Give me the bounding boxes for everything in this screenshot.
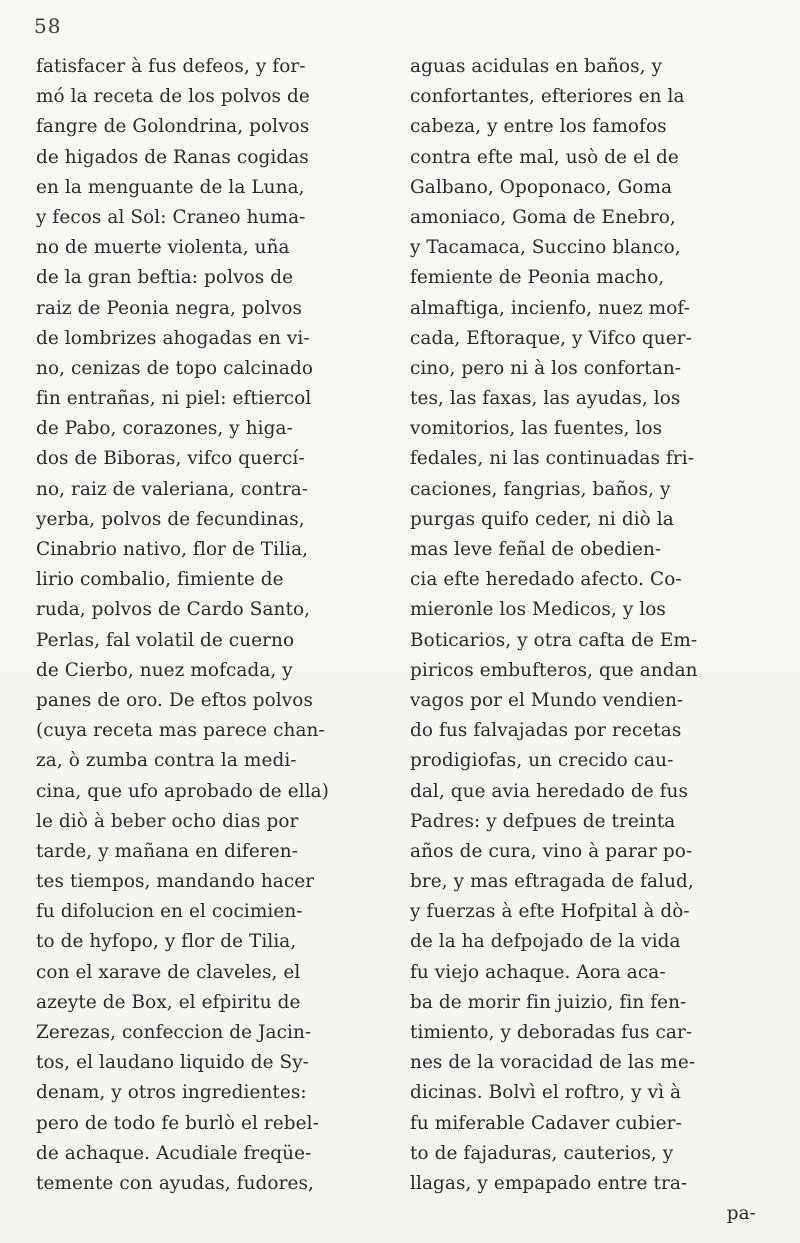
text-line: cino, pero ni à los confortan- — [410, 357, 682, 379]
text-line: tarde, y mañana en diferen- — [36, 840, 298, 862]
text-line: za, ò zumba contra la medi- — [36, 750, 297, 772]
text-line: mas leve feñal de obedien- — [410, 539, 662, 560]
text-line: de higados de Ranas cogidas — [36, 146, 309, 168]
text-line: nes de la voracidad de las me- — [410, 1052, 696, 1074]
text-line: no de muerte violenta, uña — [36, 237, 290, 259]
text-line: Padres: y defpues de treinta — [410, 810, 676, 832]
text-line: pero de todo fe burlò el rebel- — [36, 1112, 319, 1134]
text-line: do fus falvajadas por recetas — [410, 720, 682, 742]
text-line: mó la receta de los polvos de — [36, 86, 310, 108]
text-line: dal, que avia heredado de fus — [410, 780, 689, 802]
text-line: tos, el laudano liquido de Sy- — [36, 1052, 310, 1074]
text-line: de Pabo, corazones, y higa- — [36, 418, 293, 440]
text-line: azeyte de Box, el efpiritu de — [36, 991, 301, 1013]
text-line: dos de Biboras, vifco quercí- — [36, 448, 305, 470]
text-line: no, raiz de valeriana, contra- — [36, 478, 309, 500]
text-line: Cinabrio nativo, flor de Tilia, — [36, 539, 309, 560]
text-line: cada, Eftoraque, y Vifco quer- — [410, 327, 692, 349]
text-line: y Tacamaca, Succino blanco, — [410, 237, 681, 259]
text-line: to de hyfopo, y flor de Tilia, — [36, 931, 297, 953]
text-line: purgas quifo ceder, ni diò la — [410, 508, 674, 530]
text-line: amoniaco, Goma de Enebro, — [410, 206, 676, 228]
text-line: vomitorios, las fuentes, los — [410, 418, 663, 440]
text-line: Galbano, Opoponaco, Goma — [410, 176, 673, 198]
text-line: yerba, polvos de fecundinas, — [36, 508, 305, 530]
left-text-column — [36, 52, 376, 1199]
text-line: no, cenizas de topo calcinado — [36, 357, 313, 379]
text-line: aguas acidulas en baños, y — [410, 56, 663, 77]
text-line: femiente de Peonia macho, — [410, 267, 665, 289]
text-line: ruda, polvos de Cardo Santo, — [36, 599, 311, 621]
text-line: contra efte mal, usò de el de — [410, 146, 679, 168]
text-line: le diò à beber ocho dias por — [36, 810, 299, 832]
text-line: mieronle los Medicos, y los — [410, 599, 666, 621]
text-line: temente con ayudas, fudores, — [36, 1172, 314, 1194]
text-line: vagos por el Mundo vendien- — [410, 689, 684, 711]
text-line: timiento, y deboradas fus car- — [410, 1022, 693, 1043]
text-line: de Cierbo, nuez mofcada, y — [36, 659, 293, 681]
text-line: cabeza, y entre los famofos — [410, 116, 667, 138]
text-line: de achaque. Acudiale freqüe- — [36, 1142, 312, 1164]
text-line: dicinas. Bolvì el roftro, y vì à — [410, 1082, 682, 1104]
right-text-column — [410, 52, 760, 1229]
text-line: de la gran beftia: polvos de — [36, 267, 294, 289]
text-line: de lombrizes ahogadas en vi- — [36, 327, 310, 349]
text-line: tes, las faxas, las ayudas, los — [410, 388, 681, 410]
text-line: Boticarios, y otra cafta de Em- — [410, 629, 698, 651]
text-line: tes tiempos, mandando hacer — [36, 871, 315, 893]
text-line: (cuya receta mas parece chan- — [36, 720, 325, 742]
text-line: raiz de Peonia negra, polvos — [36, 297, 303, 319]
text-line: en la menguante de la Luna, — [36, 176, 305, 198]
text-line: denam, y otros ingredientes: — [36, 1082, 307, 1104]
text-line: piricos embufteros, que andan — [410, 659, 698, 681]
text-line: almaftiga, incienfo, nuez mof- — [410, 297, 690, 319]
text-line: bre, y mas eftragada de falud, — [410, 871, 694, 893]
page-number: 58 — [34, 14, 62, 38]
text-line: con el xarave de claveles, el — [36, 961, 301, 983]
text-line: fedales, ni las continuadas fri- — [410, 448, 695, 470]
text-line: prodigiofas, un crecido cau- — [410, 750, 674, 772]
text-line: y fecos al Sol: Craneo huma- — [36, 206, 306, 228]
text-line: to de fajaduras, cauterios, y — [410, 1142, 674, 1164]
text-line: fatisfacer à fus defeos, y for- — [36, 56, 306, 77]
text-line: ba de morir fin juizio, fin fen- — [410, 991, 687, 1013]
text-line: años de cura, vino à parar po- — [410, 840, 693, 862]
catchword: pa- — [726, 1203, 756, 1225]
text-line: cia efte heredado afecto. Co- — [410, 569, 682, 591]
text-line: y fuerzas à efte Hofpital à dò- — [410, 901, 690, 923]
text-line: Zerezas, confeccion de Jacin- — [36, 1022, 312, 1043]
text-line: fin entrañas, ni piel: eftiercol — [36, 388, 312, 410]
text-line: caciones, fangrias, baños, y — [410, 478, 671, 500]
text-line: de la ha defpojado de la vida — [410, 931, 681, 953]
text-line: fu difolucion en el cocimien- — [36, 901, 303, 923]
text-line: Perlas, fal volatil de cuerno — [36, 629, 295, 651]
text-line: fu miferable Cadaver cubier- — [410, 1112, 682, 1134]
text-line: fangre de Golondrina, polvos — [36, 116, 310, 138]
text-line: fu viejo achaque. Aora aca- — [410, 961, 666, 983]
text-line: confortantes, efteriores en la — [410, 86, 685, 108]
text-line: llagas, y empapado entre tra- — [410, 1172, 688, 1194]
text-line: panes de oro. De eftos polvos — [36, 689, 313, 711]
text-line: cina, que ufo aprobado de ella) — [36, 780, 330, 802]
text-line: lirio combalio, fimiente de — [36, 569, 284, 591]
